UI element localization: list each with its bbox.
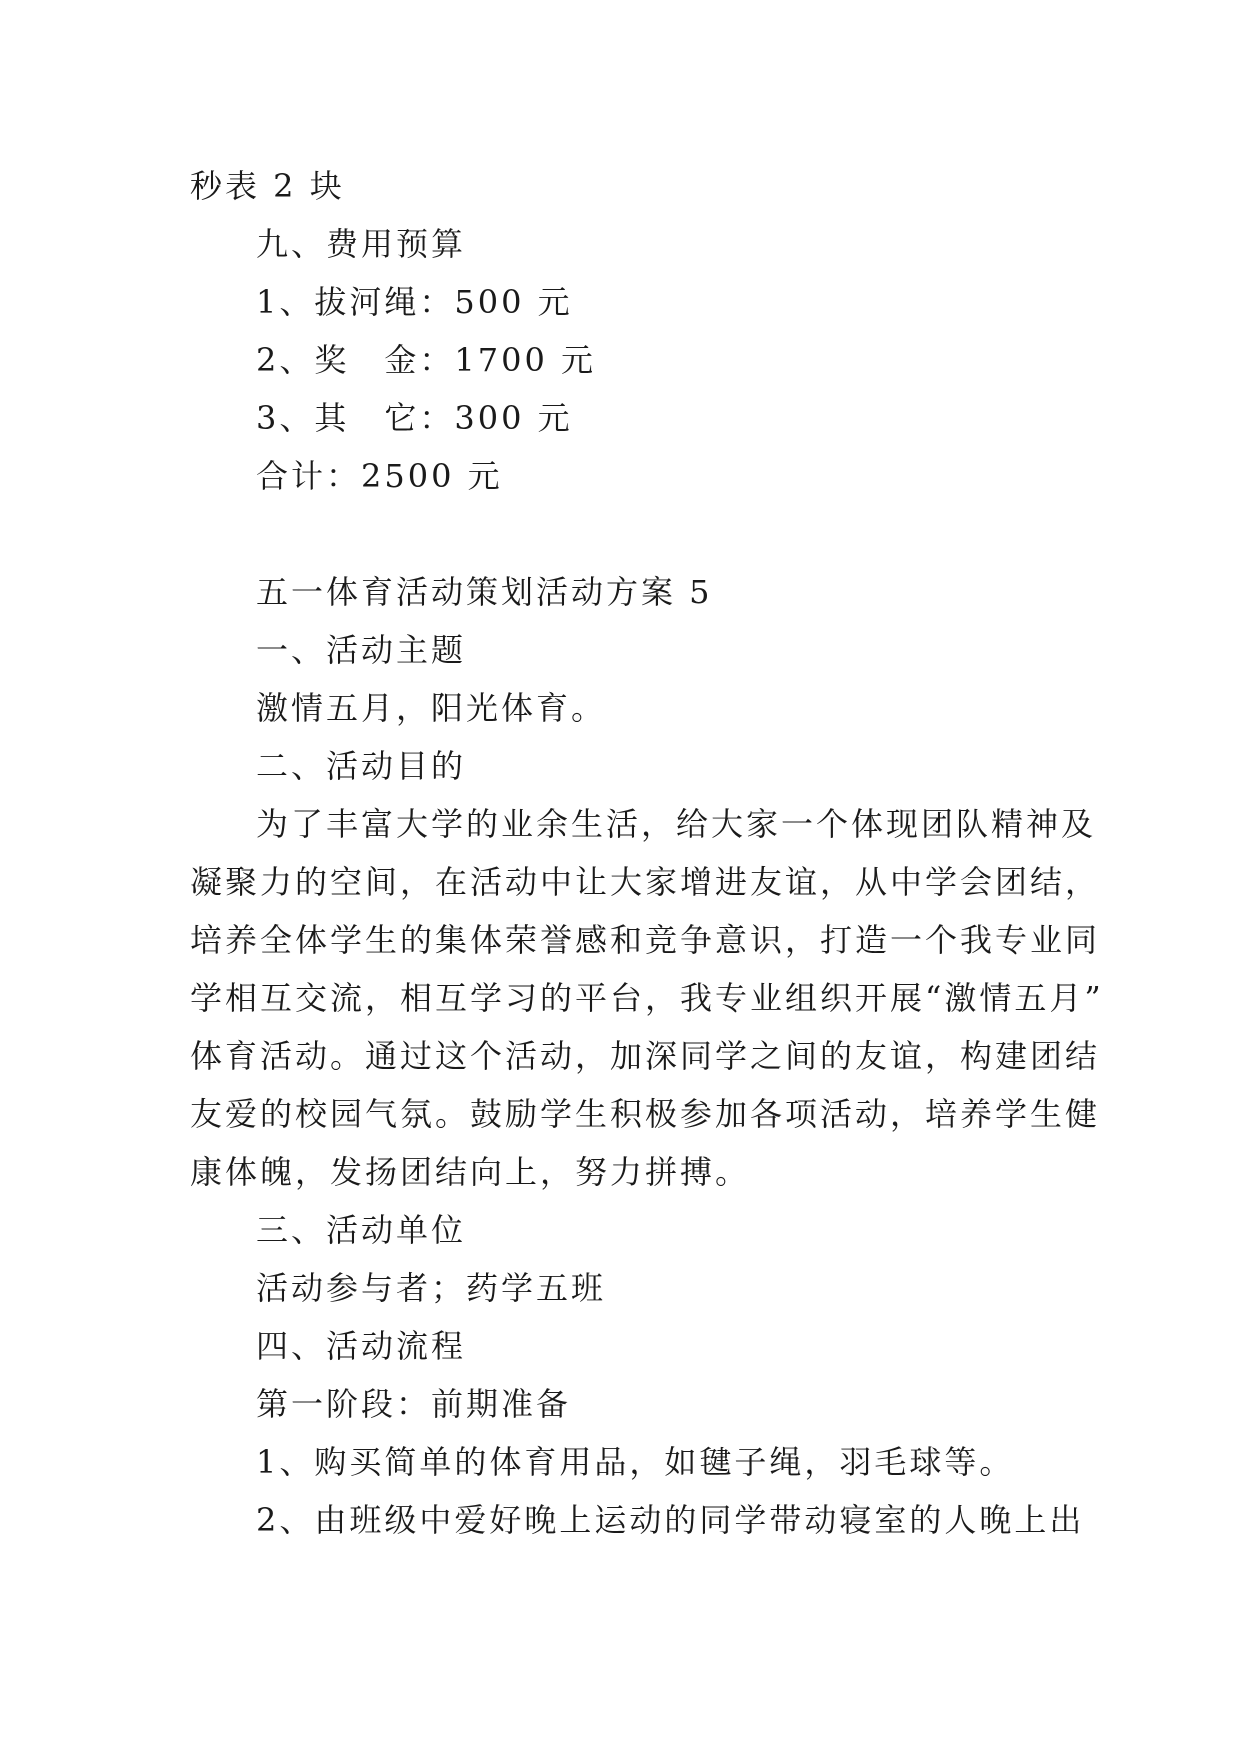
paragraph-line: 凝聚力的空间，在活动中让大家增进友谊，从中学会团结， — [190, 863, 1101, 901]
text-line-budget-other: 3、其 它：300 元 — [256, 399, 573, 437]
section-title: 五一体育活动策划活动方案 5 — [256, 573, 713, 611]
paragraph-line: 体育活动。通过这个活动，加深同学之间的友谊，构建团结 — [190, 1037, 1101, 1075]
paragraph-line: 为了丰富大学的业余生活，给大家一个体现团队精神及 — [256, 805, 1097, 843]
heading-process: 四、活动流程 — [256, 1327, 467, 1365]
paragraph-line: 康体魄，发扬团结向上，努力拼搏。 — [190, 1153, 751, 1191]
text-line-theme: 激情五月，阳光体育。 — [256, 689, 607, 727]
text-line-participants: 活动参与者；药学五班 — [256, 1269, 607, 1307]
paragraph-line: 培养全体学生的集体荣誉感和竞争意识，打造一个我专业同 — [190, 921, 1101, 959]
list-item: 2、由班级中爱好晚上运动的同学带动寝室的人晚上出 — [256, 1501, 1085, 1539]
paragraph-line: 学相互交流，相互学习的平台，我专业组织开展“激情五月” — [190, 979, 1104, 1017]
heading-unit: 三、活动单位 — [256, 1211, 467, 1249]
paragraph-line: 友爱的校园气氛。鼓励学生积极参加各项活动，培养学生健 — [190, 1095, 1101, 1133]
heading-purpose: 二、活动目的 — [256, 747, 467, 785]
heading-budget: 九、费用预算 — [256, 225, 467, 263]
list-item: 1、购买简单的体育用品，如毽子绳，羽毛球等。 — [256, 1443, 1015, 1481]
text-line-budget-prize: 2、奖 金：1700 元 — [256, 341, 596, 379]
heading-theme: 一、活动主题 — [256, 631, 467, 669]
text-line-stopwatch: 秒表 2 块 — [190, 167, 345, 205]
text-line-stage-one: 第一阶段：前期准备 — [256, 1385, 572, 1423]
text-line-budget-total: 合计：2500 元 — [256, 457, 503, 495]
text-line-budget-rope: 1、拔河绳：500 元 — [256, 283, 573, 321]
